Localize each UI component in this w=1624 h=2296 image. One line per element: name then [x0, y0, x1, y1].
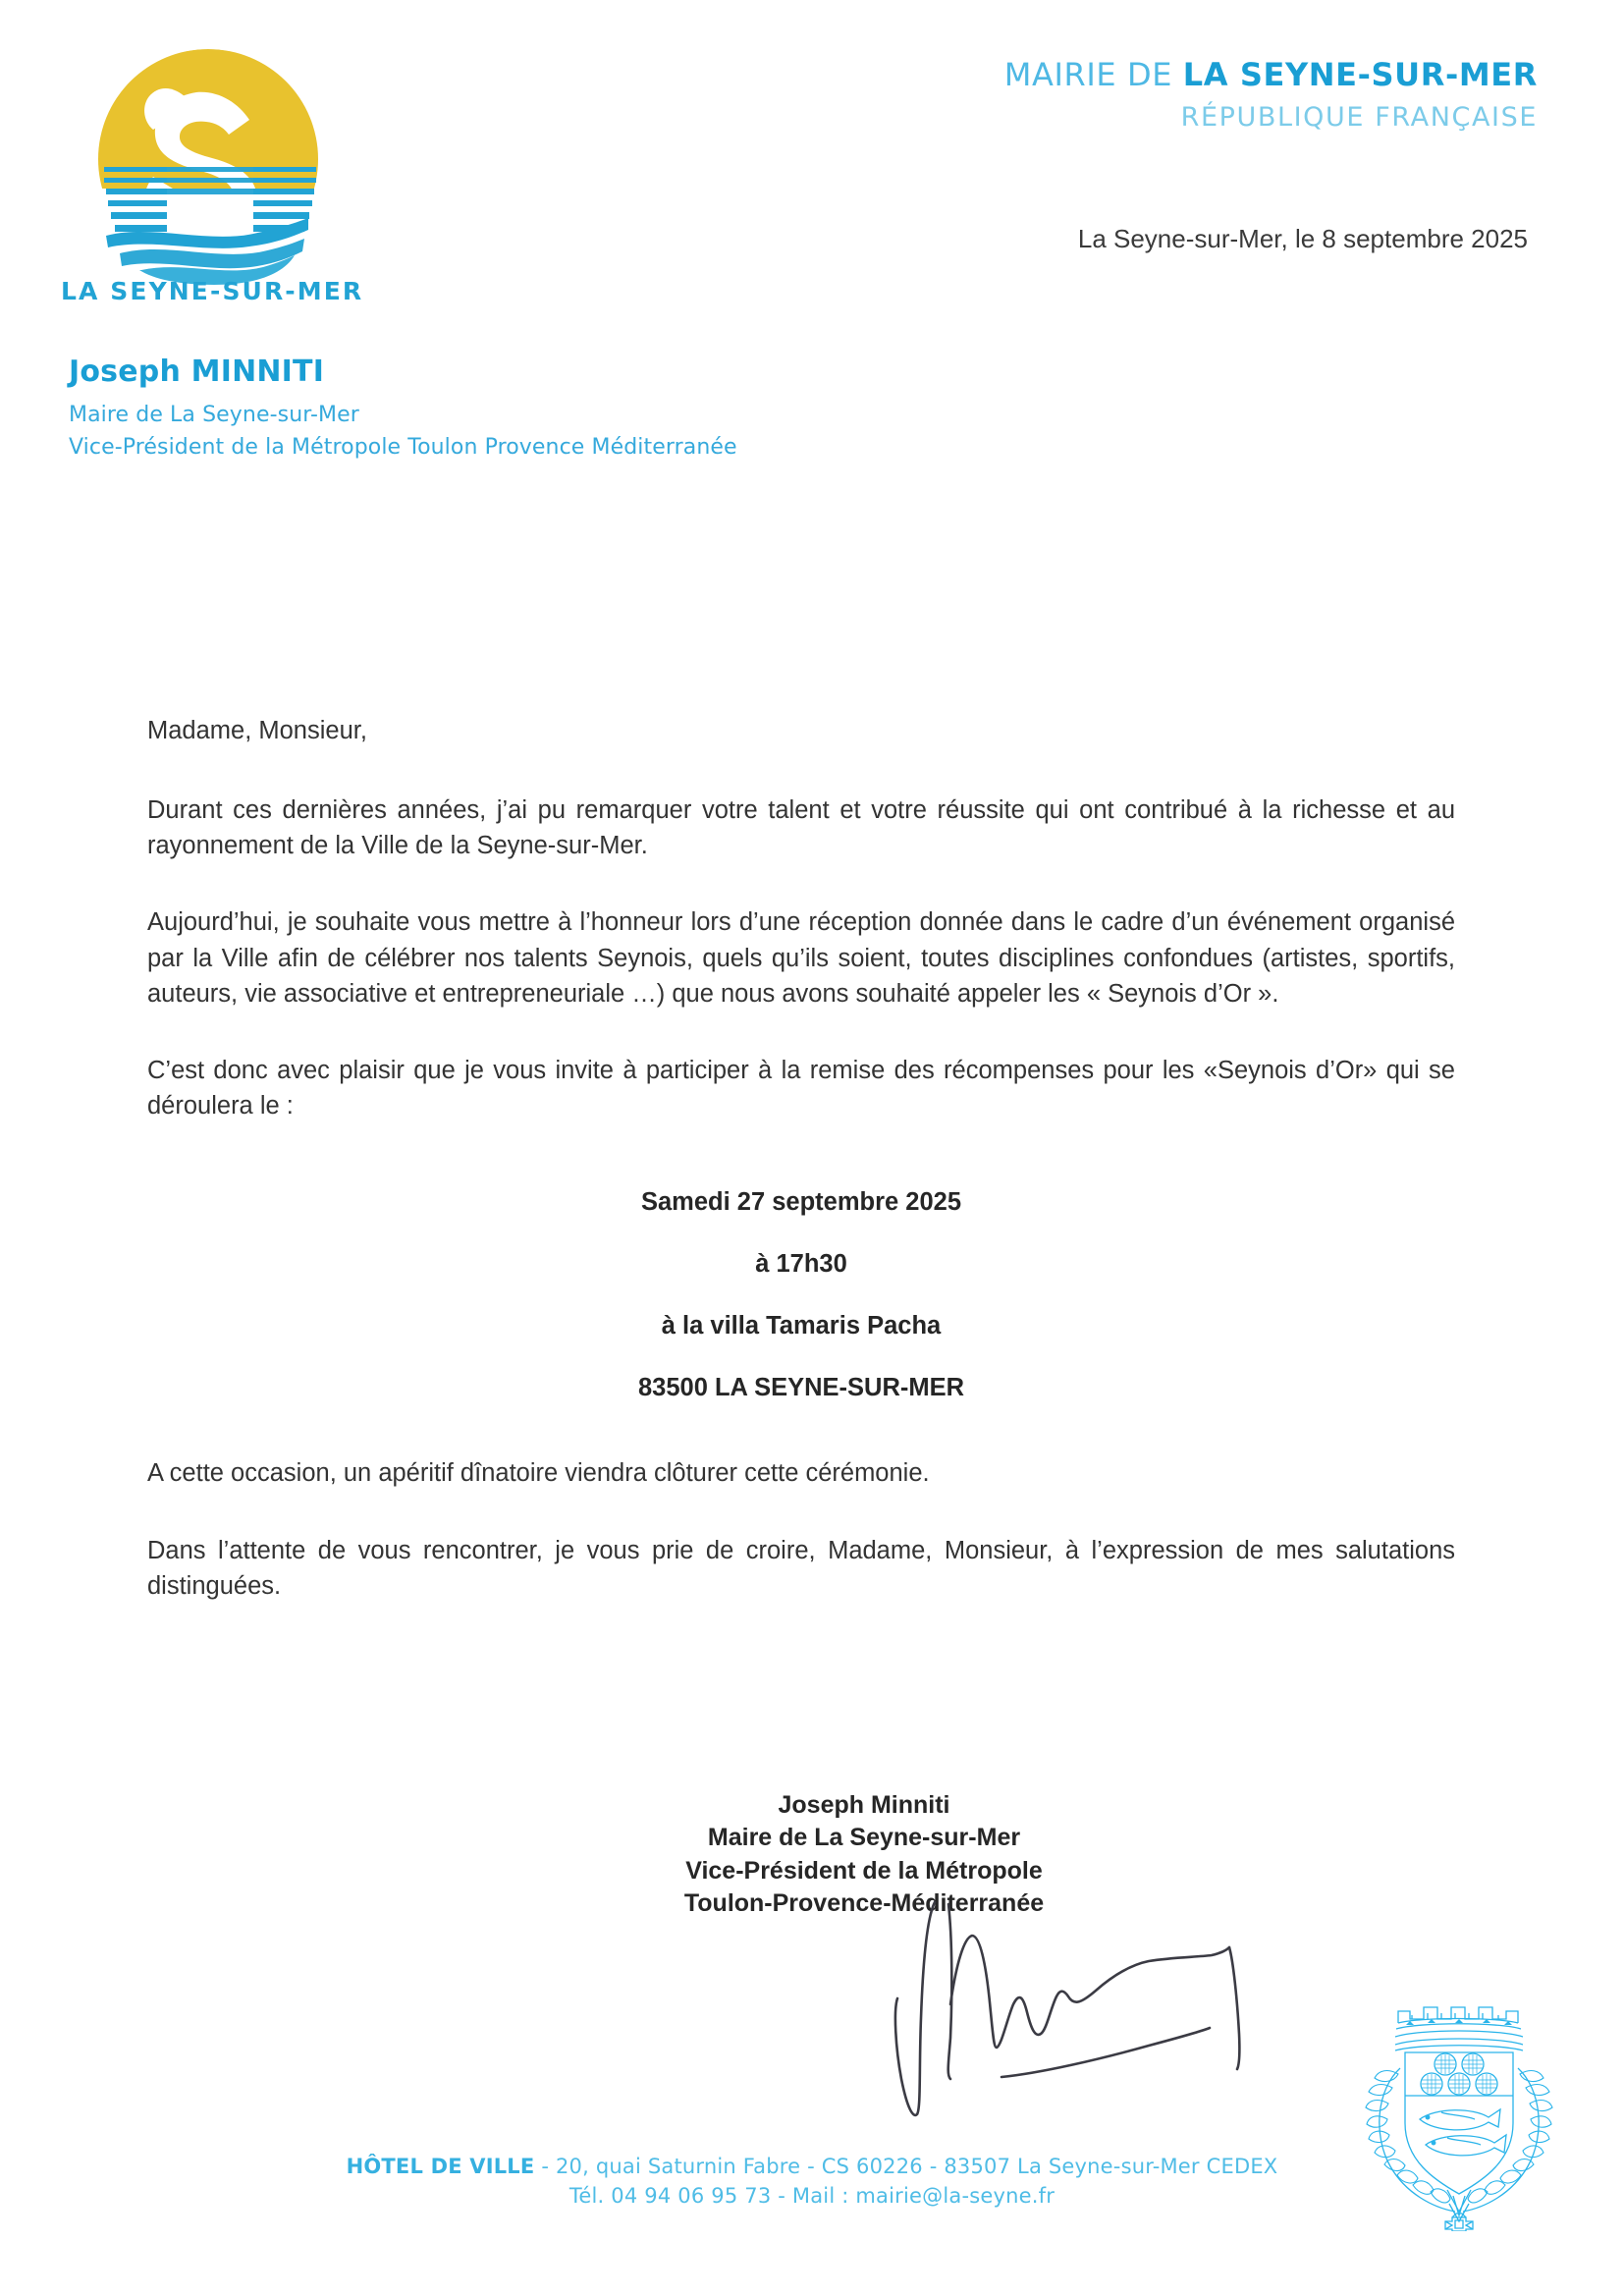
- masthead-line-2: RÉPUBLIQUE FRANÇAISE: [1180, 101, 1538, 133]
- masthead-city: LA SEYNE-SUR-MER: [1182, 56, 1538, 93]
- signature-title-2: Vice-Président de la Métropole: [685, 1856, 1043, 1885]
- event-date: Samedi 27 septembre 2025: [640, 1188, 962, 1217]
- sender-name: Joseph MINNITI: [69, 355, 325, 389]
- signature-title-3: Toulon-Provence-Méditerranée: [683, 1888, 1045, 1917]
- salutation: Madame, Monsieur,: [147, 717, 367, 744]
- event-venue: à la villa Tamaris Pacha: [661, 1312, 942, 1340]
- masthead-line-1: [1004, 55, 1538, 96]
- footer-hotel-de-ville: HÔTEL DE VILLE: [346, 2155, 535, 2178]
- la-seyne-sur-mer-sun-sea-logo-icon: [81, 41, 336, 285]
- letter-body: [147, 717, 1455, 1604]
- paragraph-2: Aujourd’hui, je souhaite vous mettre à l’honneur lors d’une réception donnée dans le cadre d’un événement organisé par la Ville afin de célébrer nos talents Seynois, quels qu’ils soient, toutes disciplines confondues (artistes, sportifs, auteurs, vie associative et entrepreneuriale …) que nous avons souhaité appeler les « Seynois d’Or ».: [147, 908, 1455, 1008]
- handwritten-signature-icon: [854, 1900, 1267, 2126]
- paragraph-3: C’est donc avec plaisir que je vous invite à participer à la remise des récompenses pour les «Seynois d’Or» qui se déroulera le :: [147, 1057, 1455, 1121]
- event-city: 83500 LA SEYNE-SUR-MER: [637, 1374, 965, 1402]
- footer-contact: Tél. 04 94 06 95 73 - Mail : mairie@la-seyne.fr: [568, 2183, 1056, 2208]
- signature-title-1: Maire de La Seyne-sur-Mer: [707, 1824, 1021, 1852]
- event-details: [147, 1188, 1455, 1402]
- footer-address-rest: - 20, quai Saturnin Fabre - CS 60226 - 83507 La Seyne-sur-Mer CEDEX: [534, 2155, 1278, 2178]
- city-logo: [61, 41, 364, 305]
- paragraph-5: Dans l’attente de vous rencontrer, je vous prie de croire, Madame, Monsieur, à l’expression de mes salutations distinguées.: [147, 1536, 1455, 1600]
- masthead-prefix: MAIRIE DE: [1003, 56, 1183, 93]
- letter-header: [0, 0, 1624, 460]
- signature-block: [550, 1789, 1178, 1920]
- city-logo-wordmark: LA SEYNE-SUR-MER: [61, 277, 364, 305]
- letter-footer: [0, 2153, 1624, 2212]
- signature-name: Joseph Minniti: [778, 1791, 950, 1819]
- footer-address: [0, 2153, 1624, 2182]
- masthead: [1004, 55, 1538, 135]
- paragraph-1: Durant ces dernières années, j’ai pu remarquer votre talent et votre réussite qui ont contribué à la richesse et au rayonnement de la Ville de la Seyne-sur-Mer.: [147, 796, 1455, 860]
- sender-role-primary: Maire de La Seyne-sur-Mer: [69, 402, 359, 427]
- event-time: à 17h30: [755, 1250, 847, 1279]
- date-line: La Seyne-sur-Mer, le 8 septembre 2025: [1077, 224, 1528, 253]
- sender-role-secondary: Vice-Président de la Métropole Toulon Provence Méditerranée: [69, 434, 737, 460]
- sender-block: [69, 352, 737, 463]
- paragraph-4: A cette occasion, un apéritif dînatoire viendra clôturer cette cérémonie.: [147, 1459, 930, 1488]
